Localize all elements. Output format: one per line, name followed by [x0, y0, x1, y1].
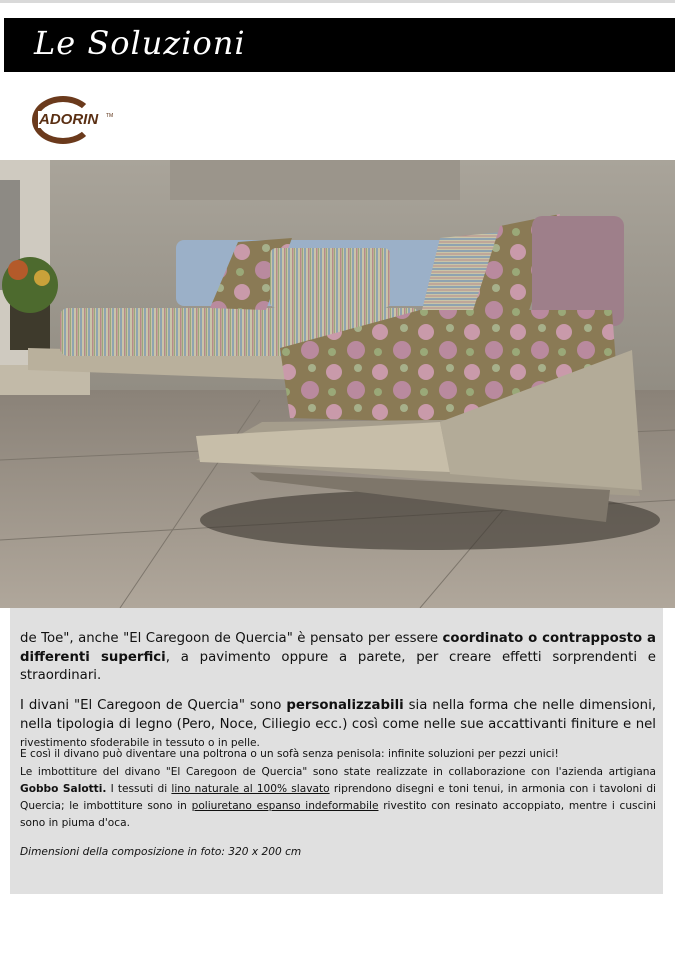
p1-bold: coordinato o contrapposto a differenti superfici	[20, 631, 656, 665]
sofa-photo	[0, 160, 675, 608]
logo-text: ADORIN	[39, 111, 99, 128]
paragraph-materials	[20, 764, 656, 832]
page-title: Le Soluzioni	[34, 24, 246, 62]
description-box	[10, 608, 663, 894]
sofa-illustration	[0, 160, 675, 608]
s2-text-e: riprendono disegni e toni tenui, in armonia con i tavoloni di Quercia; le imbottiture sono in	[20, 783, 656, 812]
s2-text-g: rivestito con resinato accoppiato, mentre i cuscini sono in piuma d'oca.	[20, 800, 656, 829]
paragraph-customization	[20, 697, 656, 753]
p1-text-a: de Toe", anche "El Caregoon de Quercia" è pensato per essere	[20, 631, 443, 646]
logo-trademark: TM	[106, 113, 114, 119]
p2-bold: personalizzabili	[286, 698, 404, 713]
adorin-logo	[30, 96, 114, 146]
s2-text-a: Le imbottiture del divano "El Caregoon de Quercia" sono state realizzate in collaborazione con l'azienda artigiana	[20, 766, 656, 778]
p2-text-c: sia nella forma che nelle dimensioni, nella tipologia di legno (Pero, Noce, Ciliegio ecc.) così come nelle sue accattivanti finiture e nel	[20, 698, 656, 732]
p2-text-d: rivestimento sfoderabile in tessuto o in pelle.	[20, 737, 260, 749]
top-border	[0, 0, 675, 3]
s2-bold: Gobbo Salotti.	[20, 783, 107, 795]
dimensions-note: Dimensioni della composizione in foto: 320 x 200 cm	[20, 846, 302, 858]
title-bar	[4, 18, 675, 72]
s2-underline-foam: poliuretano espanso indeformabile	[191, 800, 379, 812]
paragraph-solutions: E così il divano può diventare una poltrona o un sofà senza penisola: infinite soluzioni per pezzi unici!	[20, 748, 559, 760]
s2-underline-linen: lino naturale al 100% slavato	[171, 783, 330, 795]
p1-text-c: , a pavimento oppure a parete, per creare effetti sorprendenti e straordinari.	[20, 649, 656, 683]
paragraph-coordination	[20, 630, 656, 686]
s2-text-c: I tessuti di	[106, 783, 172, 795]
p2-text-a: I divani "El Caregoon de Quercia" sono	[20, 698, 287, 713]
